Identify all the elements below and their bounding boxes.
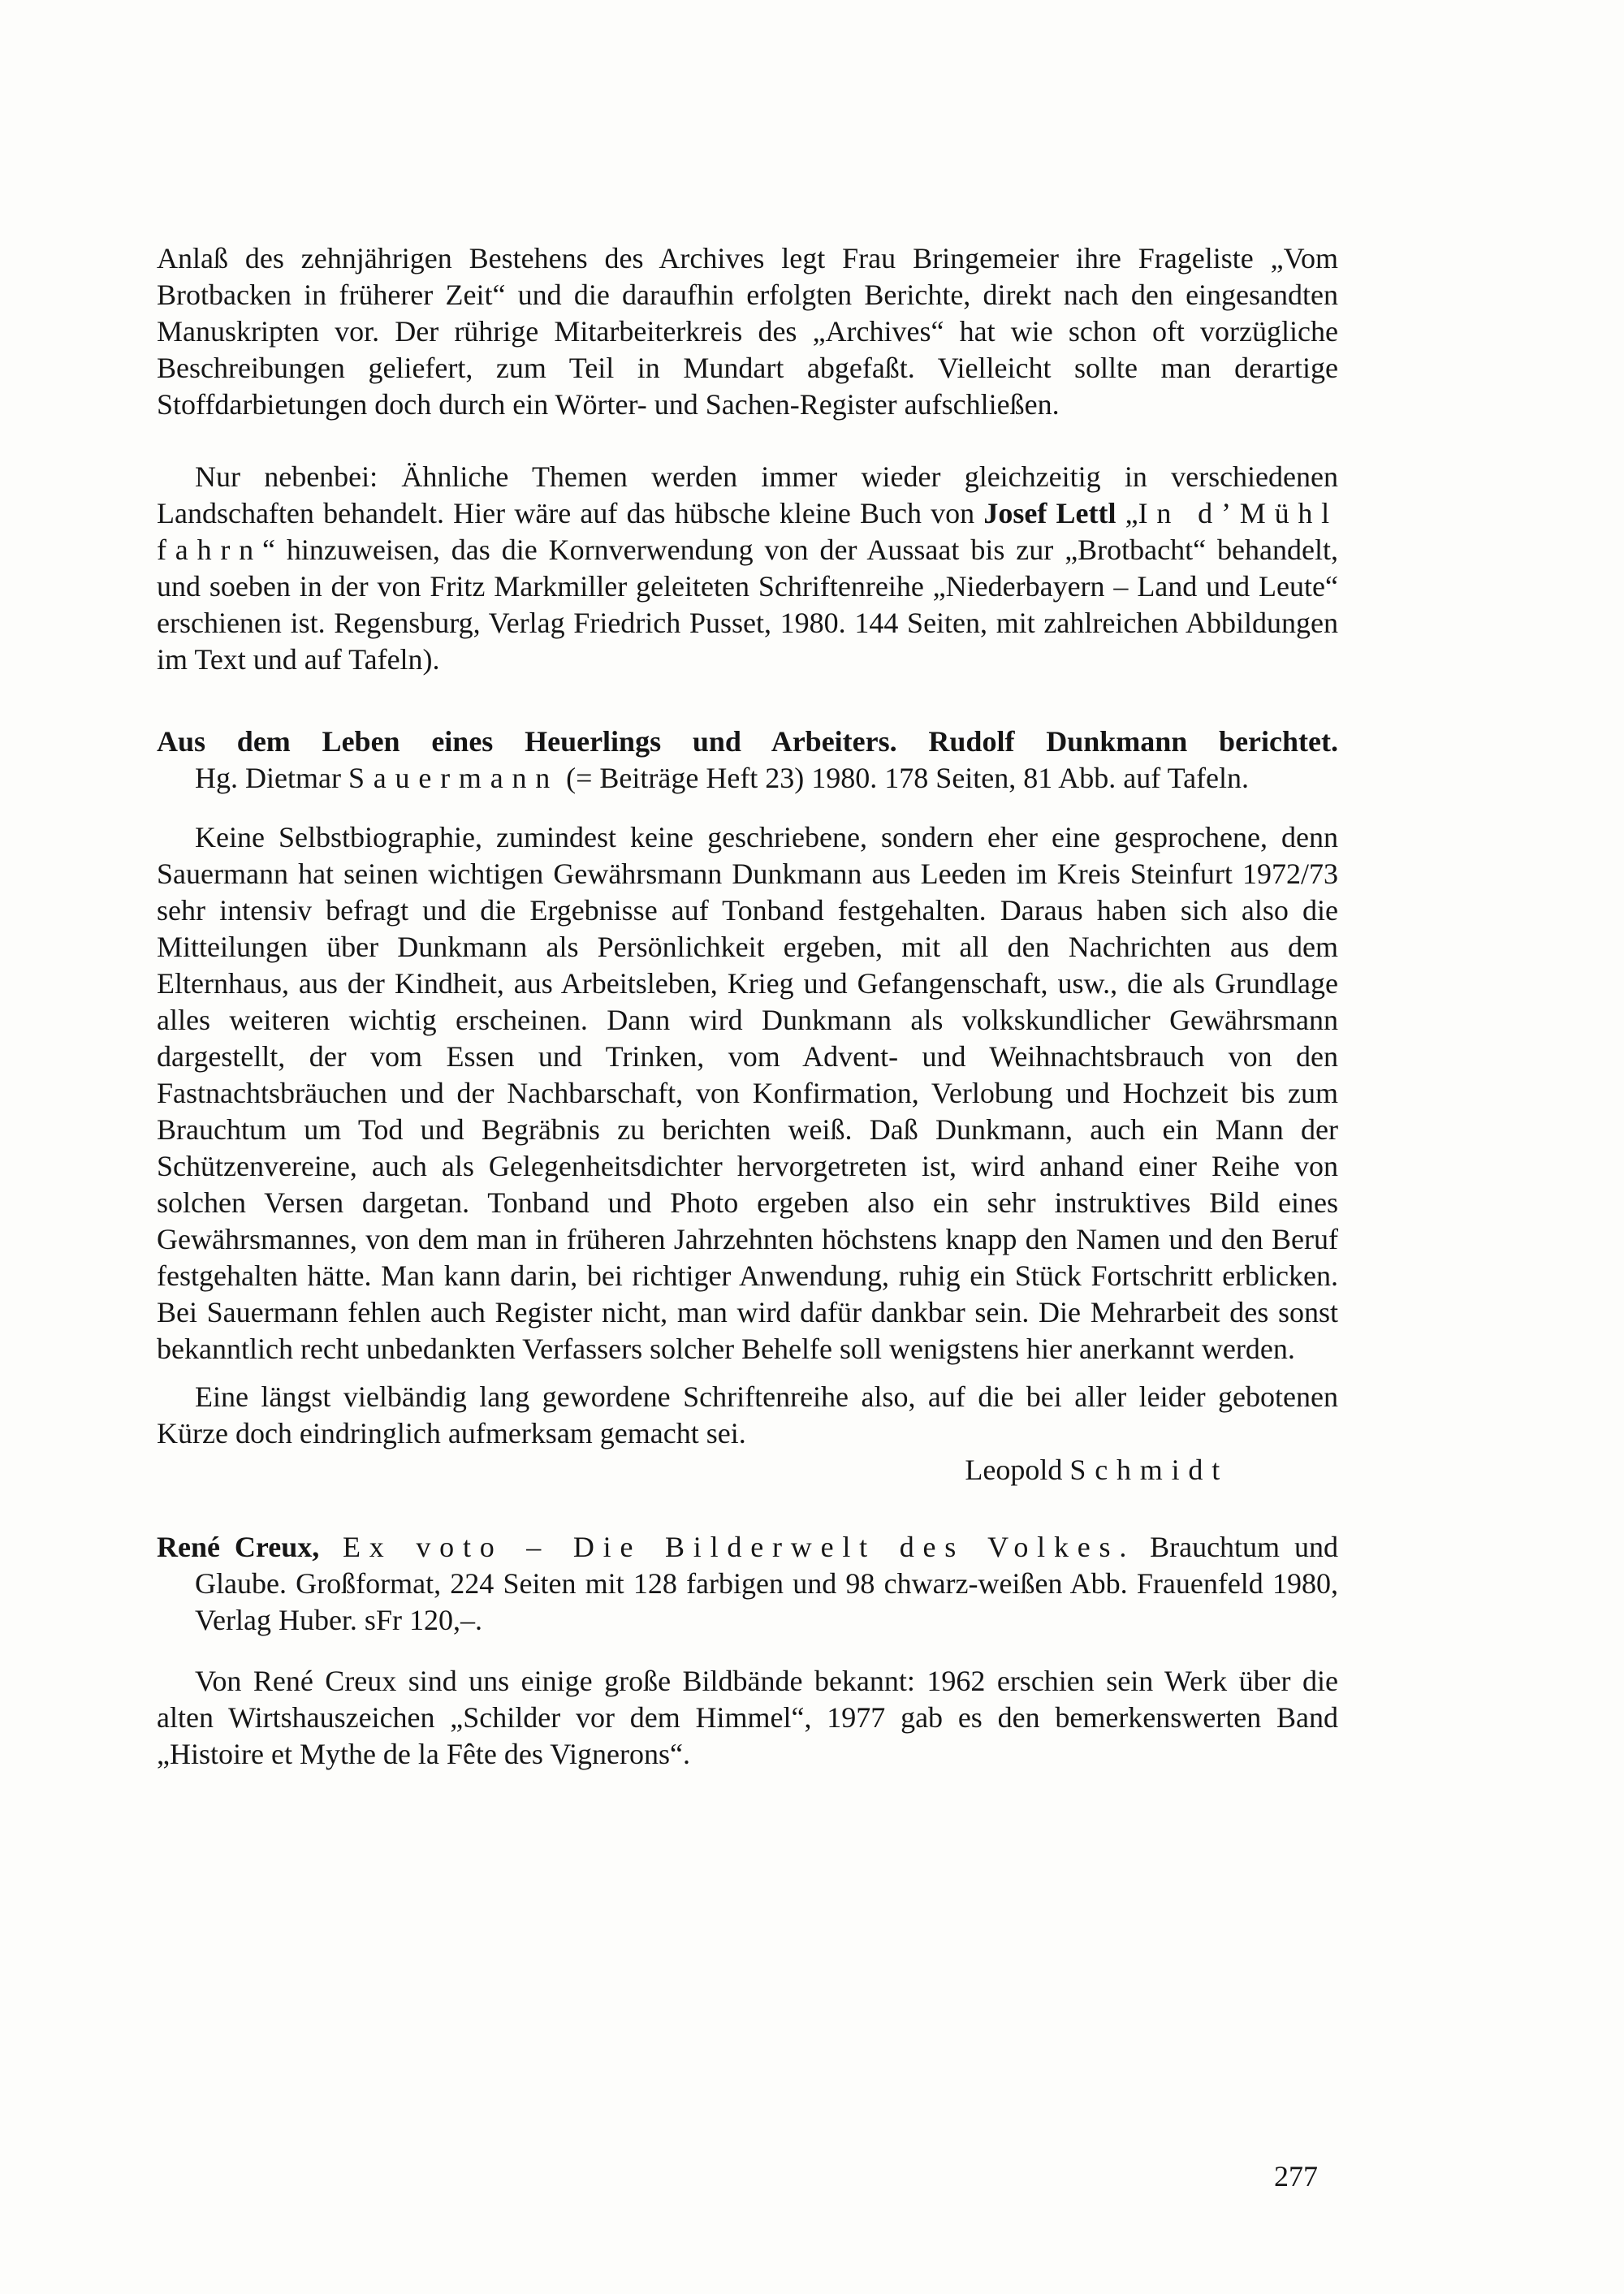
signature-segment-pre: Leopold	[965, 1454, 1070, 1486]
page-number: 277	[1274, 2160, 1318, 2192]
bold-author-rene-creux: René Creux,	[157, 1531, 320, 1563]
review-heading-creux	[157, 1529, 1338, 1639]
reviewer-signature	[157, 1452, 1338, 1488]
paragraph-continuation: Anlaß des zehnjährigen Bestehens des Archives legt Frau Bringemeier ihre Frageliste „Vom Brotbacken in früherer Zeit“ und die daraufhin erfolgten Berichte, direkt nach den eingesandten Manuskripten vor. Der rührige Mitarbeiterkreis des „Archives“ hat wie schon oft vorzügliche Beschreibungen geliefert, zum Teil in Mundart abgefaßt. Vielleicht sollte man derartige Stoffdarbietungen doch durch ein Wörter- und Sachen-Register aufschließen.	[157, 242, 1338, 421]
review-heading-dunkmann: Aus dem Leben eines Heuerlings und Arbeiters. Rudolf Dunkmann berichtet.	[157, 725, 1338, 758]
imprint-segment-pre: Hg. Dietmar	[195, 762, 348, 794]
imprint-segment-post: (= Beiträge Heft 23) 1980. 178 Seiten, 81 Abb. auf Tafeln.	[559, 762, 1250, 794]
paragraph-nur-nebenbei	[157, 459, 1338, 678]
paragraph-segment-quote: „	[1116, 497, 1138, 529]
text-column	[157, 240, 1338, 1773]
review-segment-post: Brauchtum und Glaube. Großformat, 224 Seiten mit 128 farbigen und 98 chwarz-weißen Abb. Frauenfeld 1980, Verlag Huber. sFr 120,–.	[195, 1531, 1339, 1636]
paragraph-closing-note: Eine längst vielbändig lang gewordene Schriftenreihe also, auf die bei aller leider gebotenen Kürze doch eindringlich aufmerksam gemacht sei.	[157, 1380, 1338, 1449]
spaced-editor-name-sauermann: Sauermann	[348, 762, 559, 794]
spaced-book-title-muehl-fahrn: In d’Mühl fahrn	[157, 497, 1338, 566]
paragraph-review-body: Keine Selbstbiographie, zumindest keine geschriebene, sondern eher eine gesprochene, denn Sauermann hat seinen wichtigen Gewährsmann Dunkmann aus Leeden im Kreis Steinfurt 1972/73 sehr intensiv befragt und die Ergebnisse auf Tonband festgehalten. Daraus haben sich also die Mitteilungen über Dunkmann als Persönlichkeit ergeben, mit all den Nachrichten aus dem Elternhaus, aus der Kindheit, aus Arbeitsleben, Krieg und Gefangenschaft, usw., die als Grundlage alles weiteren wichtig erscheinen. Dann wird Dunkmann als volkskundlicher Gewährsmann dargestellt, der vom Essen und Trinken, vom Advent- und Weihnachtsbrauch von den Fastnachtsbräuchen und der Nachbarschaft, von Konfirmation, Verlobung und Hochzeit bis zum Brauchtum um Tod und Begräbnis zu berichten weiß. Daß Dunkmann, auch ein Mann der Schützenvereine, auch als Gelegenheitsdichter hervorgetreten ist, wird anhand einer Reihe von solchen Versen dargetan. Tonband und Photo ergeben also ein sehr instruktives Bild eines Gewährsmannes, von dem man in früheren Jahrzehnten höchstens knapp den Namen und den Beruf festgehalten hätte. Man kann darin, bei richtiger Anwendung, ruhig ein Stück Fortschritt erblicken. Bei Sauermann fehlen auch Register nicht, man wird dafür dankbar sein. Die Mehrarbeit des sonst bekanntlich recht unbedankten Verfassers solcher Behelfe soll wenigstens hier anerkannt werden.	[157, 821, 1338, 1365]
paragraph-segment-post: “ hinzuweisen, das die Kornverwendung von der Aussaat bis zur „Brotbacht“ behandelt, und soeben in der von Fritz Markmiller geleiteten Schriftenreihe „Niederbayern – Land und Leute“ erschienen ist. Regensburg, Verlag Friedrich Pusset, 1980. 144 Seiten, mit zahlreichen Abbildungen im Text und auf Tafeln).	[157, 534, 1338, 676]
paragraph-segment-pre: Nur nebenbei: Ähnliche Themen werden immer wieder gleichzeitig in verschiedenen Landschaften behandelt. Hier wäre auf das hübsche kleine Buch von	[157, 460, 1338, 529]
spaced-book-title-ex-voto: Ex voto – Die Bilderwelt des Volkes.	[319, 1531, 1136, 1563]
paragraph-creux-body: Von René Creux sind uns einige große Bildbände bekannt: 1962 erschien sein Werk über die alten Wirtshauszeichen „Schilder vor dem Himmel“, 1977 gab es den bemerkenswerten Band „Histoire et Mythe de la Fête des Vignerons“.	[157, 1665, 1338, 1770]
review-imprint-dunkmann	[195, 760, 1338, 797]
bold-author-josef-lettl: Josef Lettl	[983, 497, 1116, 529]
spaced-reviewer-name-schmidt: Schmidt	[1069, 1454, 1229, 1486]
